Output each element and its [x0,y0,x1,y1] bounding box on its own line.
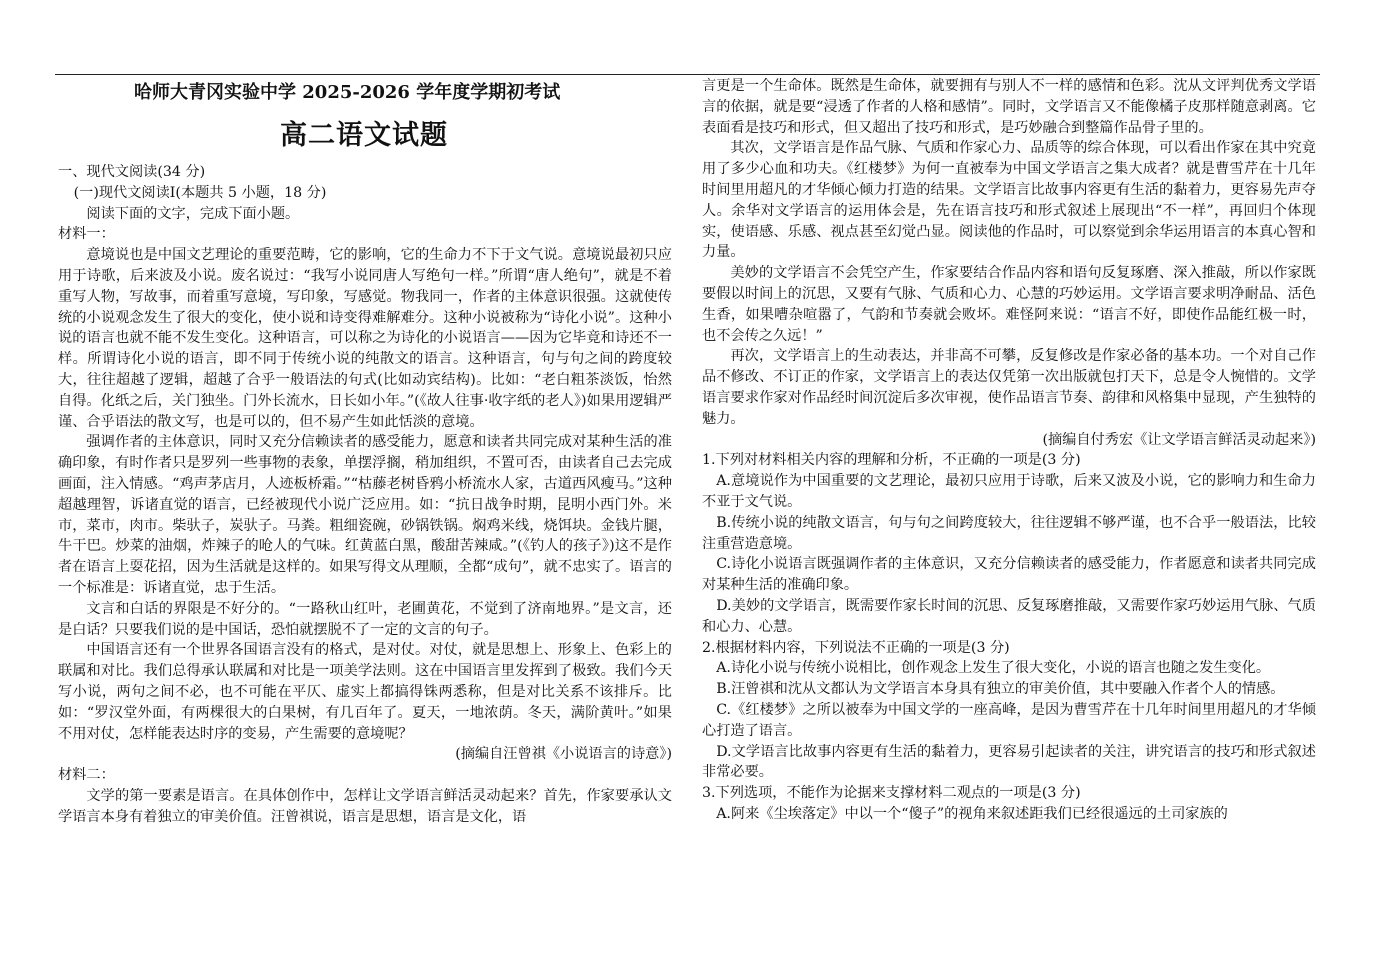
material-two-source: (摘编自付秀宏《让文学语言鲜活灵动起来》) [1042,431,1316,448]
left-column [58,0,672,828]
question-3: 3.下列选项，不能作为论据来支撑材料二观点的一项是(3 分) [702,785,1081,802]
question-1-option-c: C.诗化小说语言既强调作者的主体意识，又充分信赖读者的感受能力，作者愿意和读者共同完成对某种生活的准确印象。 [702,556,1316,594]
material-two-paragraph: 其次，文学语言是作品气脉、气质和作家心力、品质等的综合体现，可以看出作家在其中究竟用了多少心血和功夫。《红楼梦》为何一直被奉为中国文学语言之集大成者？就是曹雪芹在十几年时间里用超凡的才华倾心倾力打造的结果。文学语言比故事内容更有生活的黏着力，更容易先声夺人。余华对文学语言的运用体会是，先在语言技巧和形式叙述上展现出“不一样”，再回归个体现实，使语感、乐感、视点甚至幻觉凸显。阅读他的作品时，可以察觉到余华运用语言的本真心智和力量。 [702,140,1316,261]
instruction: 阅读下面的文字，完成下面小题。 [86,205,300,222]
question-2-option-c: C.《红楼梦》之所以被奉为中国文学的一座高峰，是因为曹雪芹在十几年时间里用超凡的才华倾心打造了语言。 [702,701,1316,739]
material-one-paragraph: 中国语言还有一个世界各国语言没有的格式，是对仗。对仗，就是思想上、形象上、色彩上的联属和对比。我们总得承认联属和对比是一项美学法则。这在中国语言里发挥到了极致。我们今天写小说，两句之间不必，也不可能在平仄、虚实上都搞得铢两悉称，但是对比关系不该排斥。比如：“罗汉堂外面，有两棵很大的白果树，有几百年了。夏天，一地浓荫。冬天，满阶黄叶。”如果不用对仗，怎样能表达时序的变易，产生需要的意境呢？ [58,642,672,742]
question-1-option-a: A.意境说作为中国重要的文艺理论，最初只应用于诗歌，后来又波及小说，它的影响力和生命力不亚于文气说。 [702,473,1316,510]
right-column [702,76,1316,825]
material-two-paragraph: 言更是一个生命体。既然是生命体，就要拥有与别人不一样的感情和色彩。沈从文评判优秀文学语言的依据，就是要“浸透了作者的人格和感情”。同时，文学语言又不能像橘子皮那样随意剥离。它表面看是技巧和形式，但又超出了技巧和形式，是巧妙融合到整篇作品骨子里的。 [702,78,1316,136]
material-one-label: 材料一： [58,226,115,243]
material-one-source: (摘编自汪曾祺《小说语言的诗意》) [455,746,672,763]
material-two-label: 材料二： [58,767,115,784]
material-one-paragraph: 意境说也是中国文艺理论的重要范畴，它的影响，它的生命力不下于文气说。意境说最初只应用于诗歌，后来波及小说。废名说过：“我写小说同唐人写绝句一样。”所谓“唐人绝句”，就是不着重写人物，写故事，而着重写意境，写印象，写感觉。物我同一，作者的主体意识很强。这就使传统的小说观念发生了很大的变化，使小说和诗变得难解难分。这种小说被称为“诗化小说”。这种小说的语言也就不能不发生变化。这种语言，可以称之为诗化的小说语言——因为它毕竟和诗还不一样。所谓诗化小说的语言，即不同于传统小说的纯散文的语言。这种语言，句与句之间的跨度较大，往往超越了逻辑，超越了合乎一般语法的句式(比如动宾结构)。比如：“老白粗茶淡饭，怡然自得。化纸之后，关门独坐。门外长流水，日长如小年。”(《故人往事·收字纸的老人》)如果用逻辑严谨、合乎语法的散文写，也是可以的，但不易产生如此恬淡的意境。 [58,247,672,430]
question-2-option-d: D.文学语言比故事内容更有生活的黏着力，更容易引起读者的关注，讲究语言的技巧和形式叙述非常必要。 [702,743,1316,781]
question-1: 1.下列对材料相关内容的理解和分析，不正确的一项是(3 分) [702,452,1081,469]
question-1-option-b: B.传统小说的纯散文语言，句与句之间跨度较大，往往逻辑不够严谨，也不合乎一般语法，比较注重营造意境。 [702,514,1316,552]
material-two-paragraph: 文学的第一要素是语言。在具体创作中，怎样让文学语言鲜活灵动起来？首先，作家要承认文学语言本身有着独立的审美价值。汪曾祺说，语言是思想，语言是文化，语 [58,787,672,825]
material-two-paragraph: 再次，文学语言上的生动表达，并非高不可攀，反复修改是作家必备的基本功。一个对自己作品不修改、不订正的作家，文学语言上的表达仅凭第一次出版就包打天下，总是令人惋惜的。文学语言要求作家对作品经时间沉淀后多次审视，使作品语言节奏、韵律和风格集中显现，产生独特的魅力。 [702,348,1316,427]
subsection-heading: (一)现代文阅读Ⅰ(本题共 5 小题，18 分) [73,184,327,201]
material-two-paragraph: 美妙的文学语言不会凭空产生，作家要结合作品内容和语句反复琢磨、深入推敲，所以作家既要假以时间上的沉思，又要有气脉、气质和心力、心慧的巧妙运用。文学语言要求明净耐品、活色生香，如果嘈杂喧嚣了，气韵和节奏就会败坏。难怪阿来说：“语言不好，即使作品能红极一时，也不会传之久远！” [702,265,1316,344]
section-heading: 一、现代文阅读(34 分) [58,164,206,180]
question-3-option-a: A.阿来《尘埃落定》中以一个“傻子”的视角来叙述距我们已经很遥远的土司家族的 [716,805,1228,822]
question-2-option-a: A.诗化小说与传统小说相比，创作观念上发生了很大变化，小说的语言也随之发生变化。 [716,660,1271,677]
question-2: 2.根据材料内容，下列说法不正确的一项是(3 分) [702,639,1010,656]
page-title: 高二语文试题 [280,120,448,151]
question-1-option-d: D.美妙的文学语言，既需要作家长时间的沉思、反复琢磨推敲，又需要作家巧妙运用气脉、气质和心力、心慧。 [702,597,1316,635]
question-2-option-b: B.汪曾祺和沈从文都认为文学语言本身具有独立的审美价值，其中要融入作者个人的情感。 [716,681,1285,698]
material-one-paragraph: 文言和白话的界限是不好分的。“一路秋山红叶，老圃黄花，不觉到了济南地界。”是文言，还是白话？只要我们说的是中国话，恐怕就摆脱不了一定的文言的句子。 [58,600,672,638]
school-title: 哈师大青冈实验中学 2025-2026 学年度学期初考试 [134,82,561,103]
material-one-paragraph: 强调作者的主体意识，同时又充分信赖读者的感受能力，愿意和读者共同完成对某种生活的准确印象，有时作者只是罗列一些事物的表象，单摆浮搁，稍加组织，不置可否，由读者自己去完成画面，注入情感。“鸡声茅店月，人迹板桥霜。”“枯藤老树昏鸦小桥流水人家，古道西风瘦马。”这种超越理智，诉诸直觉的语言，已经被现代小说广泛应用。如：“抗日战争时期，昆明小西门外。米市，菜市，肉市。柴驮子，炭驮子。马粪。粗细瓷碗，砂锅铁锅。焖鸡米线，烧饵块。金钱片腿，牛干巴。炒菜的油烟，炸辣子的呛人的气味。红黄蓝白黑，酸甜苦辣咸。”(《钓人的孩子》)这不是作者在语言上耍花招，因为生活就是这样的。如果写得文从理顺，全都“成句”，就不忠实了。语言的一个标准是：诉诸直觉，忠于生活。 [58,434,672,596]
